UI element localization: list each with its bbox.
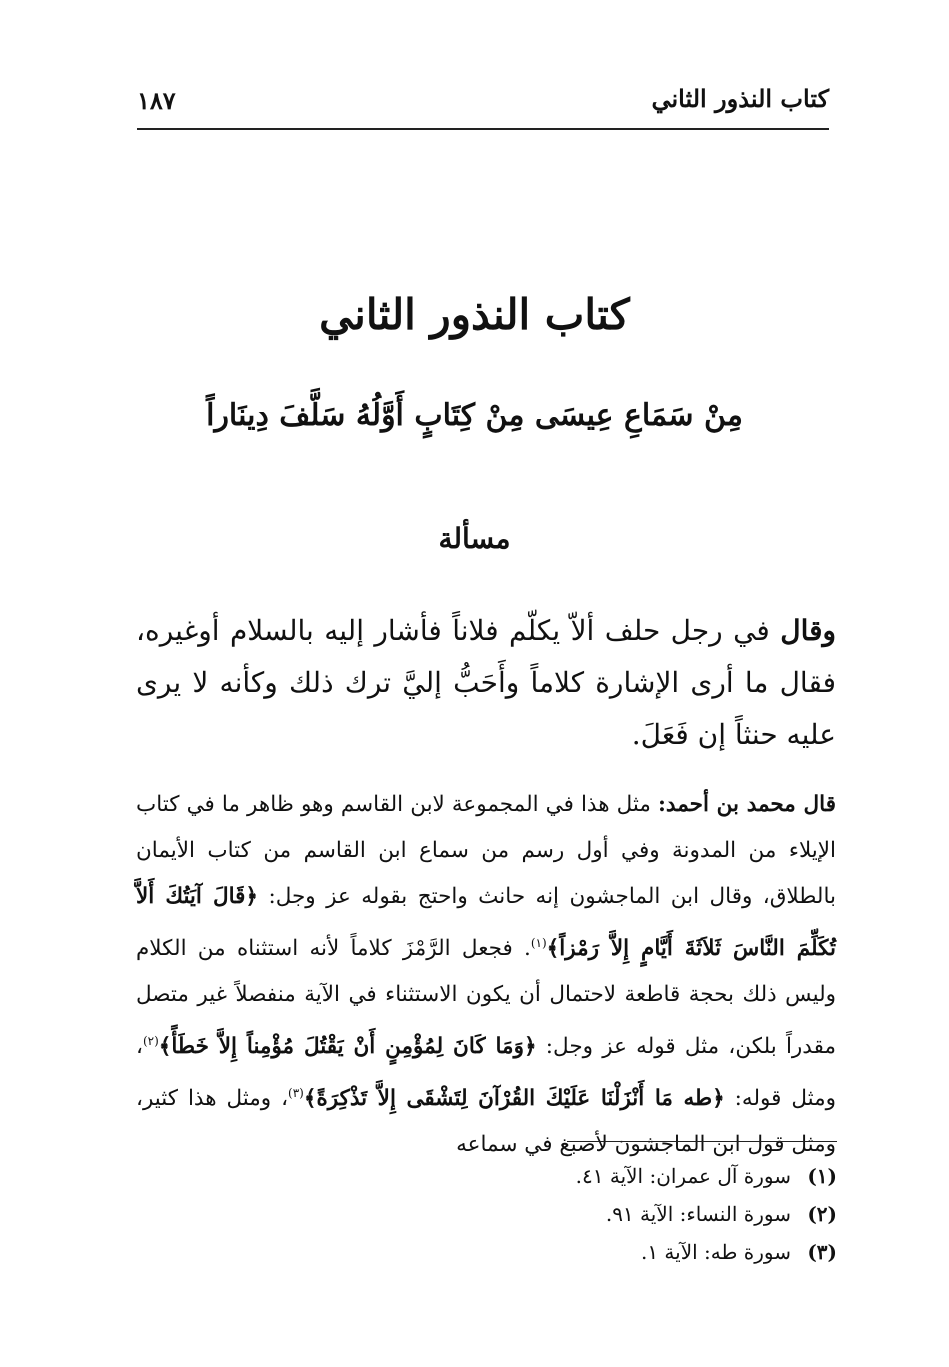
running-title: كتاب النذور الثاني (651, 84, 829, 113)
footnote-number: (٣) (807, 1240, 837, 1264)
commentary-text-3: ، ومثل قوله: (136, 1033, 836, 1111)
commentary-paragraph (136, 782, 836, 1168)
footnote-ref-1: (١) (530, 935, 547, 950)
chapter-subtitle: مِنْ سَمَاعِ عِيسَى مِنْ كِتَابٍ أَوَّلُهُ سَلَّفَ دِينَاراً (206, 398, 743, 433)
commentary-lead: قال محمد بن أحمد: (658, 791, 837, 817)
book-title: كتاب النذور الثاني (319, 290, 630, 339)
quran-verse-2: ﴿وَمَا كَانَ لِمُؤْمِنٍ أَنْ يَقْتُلَ مُؤْمِناً إِلاَّ خَطَأً﴾ (158, 1033, 537, 1059)
footnote-text: سورة آل عمران: الآية ٤١. (575, 1164, 791, 1188)
footnote-ref-3: (٣) (288, 1085, 304, 1100)
question-text: في رجل حلف ألاّ يكلّم فلاناً فأشار إليه بالسلام أوغيره، فقال ما أرى الإشارة كلاماً وأَحَبُّ إليَّ ترك ذلك وكأنه لا يرى عليه حنثاً إن فَعَلَ. (136, 614, 836, 751)
quran-verse-1: ﴿قَالَ آيَتُكَ أَلاَّ تُكَلِّمَ النَّاسَ ثَلاَثَةَ أَيَّامٍ إِلاَّ رَمْزاً﴾ (136, 883, 837, 961)
footnote-separator (567, 1141, 837, 1142)
running-header (137, 84, 829, 130)
commentary-text-2: . فجعل الرَّمْزَ كلاماً لأنه استثناه من الكلام وليس ذلك بحجة قاطعة لاحتمال أن يكون الاستثناء في الآية منفصلاً غير متصل مقدراً بلكن، مثل قوله عز وجل: (136, 935, 836, 1059)
footnote-text: سورة طه: الآية ١. (640, 1240, 791, 1264)
footnote-item (517, 1195, 837, 1233)
footnote-ref-2: (٢) (142, 1033, 159, 1048)
question-paragraph (136, 605, 836, 761)
section-title: مسألة (438, 522, 511, 555)
footnote-item (517, 1157, 837, 1195)
commentary-text-1: مثل هذا في المجموعة لابن القاسم وهو ظاهر ما في كتاب الإيلاء من المدونة وفي أول رسم من سماع ابن القاسم من كتاب الأيمان بالطلاق، وقال ابن الماجشون إنه حانث واحتج بقوله عز وجل: (136, 791, 836, 909)
footnote-number: (١) (807, 1164, 837, 1188)
quran-verse-3: ﴿طه مَا أَنْزَلْنَا عَلَيْكَ القُرْآنَ لِتَشْقَى إِلاَّ تَذْكِرَةً﴾ (303, 1085, 725, 1111)
footnote-item (517, 1233, 837, 1271)
footnote-number: (٢) (807, 1202, 837, 1226)
page-number: ١٨٧ (137, 86, 176, 115)
commentary-text-4: ، ومثل هذا كثير، ومثل قول ابن الماجشون لأصبغ في سماعه (136, 1085, 836, 1157)
footnotes (517, 1157, 837, 1271)
footnote-text: سورة النساء: الآية ٩١. (605, 1202, 791, 1226)
question-lead: وقال (780, 614, 836, 647)
